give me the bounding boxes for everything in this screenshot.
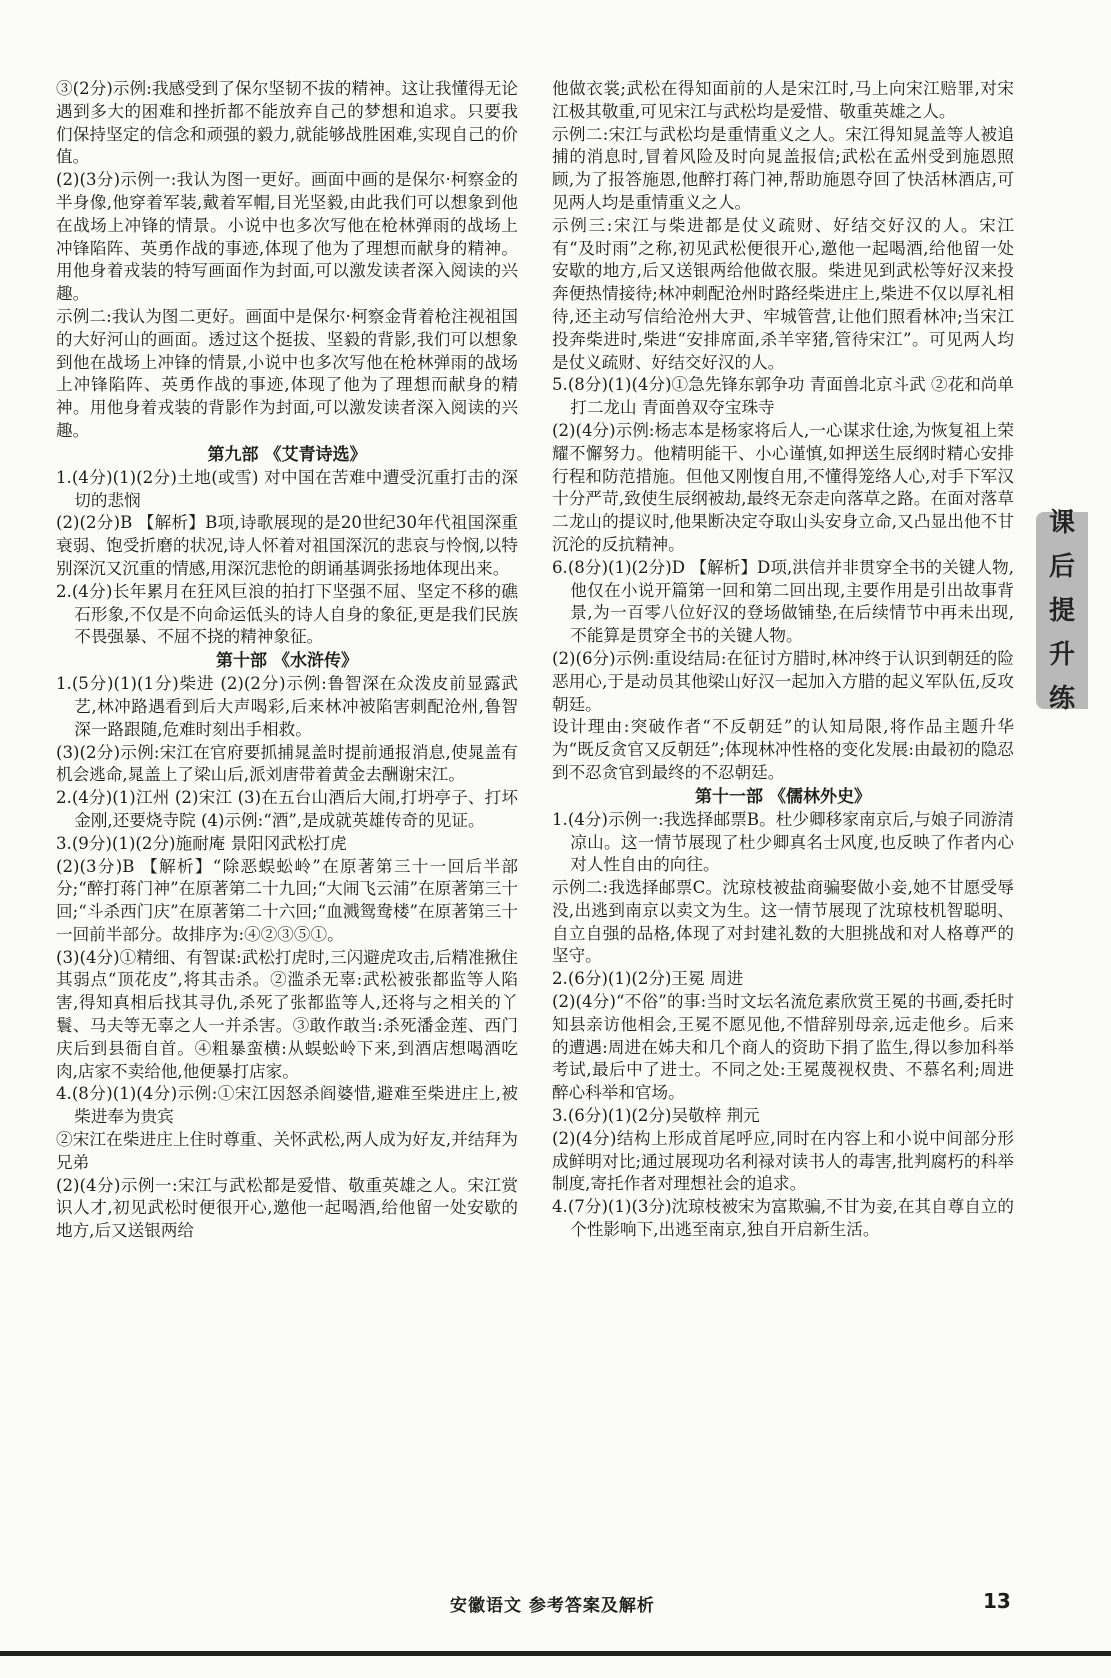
answer-paragraph: 示例二:我认为图二更好。画面中是保尔·柯察金背着枪注视祖国的大好河山的画面。透过这个挺拔、坚毅的背影,我们可以想象到他在战场上冲锋的情景,小说中也多次写他在枪林弹雨的战场上冲锋陷阵、英勇作战的事迹,体现了他为了理想而献身的精神。用他身着戎装的背影作为封面,可以激发读者深入阅读的兴趣。 bbox=[56, 306, 518, 440]
answer-paragraph: (2)(3分)B 【解析】“除恶蜈蚣岭”在原著第三十一回后半部分;“醉打蒋门神”在原著第二十九回;“大闹飞云浦”在原著第三十回;“斗杀西门庆”在原著第二十六回;“血溅鸳鸯楼”在原著第三十一回前半部分。故排序为:④②③⑤①。 bbox=[56, 856, 518, 944]
answer-paragraph: (2)(4分)示例:杨志本是杨家将后人,一心谋求仕途,为恢复祖上荣耀不懈努力。他精明能干、小心谨慎,如押送生辰纲时精心安排行程和防范措施。但他又刚愎自用,不懂得笼络人心,对手下军汉十分严苛,致使生辰纲被劫,最终无奈走向落草之路。在面对落草二龙山的提议时,他果断决定夺取山头安身立命,又凸显出他不甘沉沦的反抗精神。 bbox=[552, 420, 1014, 554]
answer-item: 4.(8分)(1)(4分)示例:①宋江因怒杀阎婆惜,避难至柴进庄上,被柴进奉为贵宾 bbox=[56, 1084, 518, 1127]
answer-item: 1.(5分)(1)(1分)柴进 (2)(2分)示例:鲁智深在众泼皮前显露武艺,林冲路遇看到后大声喝彩,后来林冲被陷害刺配沧州,鲁智深一路跟随,危难时刻出手相救。 bbox=[56, 674, 518, 739]
page-footer bbox=[0, 1589, 1111, 1619]
answer-paragraph: 示例二:我选择邮票C。沈琼枝被盐商骗娶做小妾,她不甘愿受辱没,出逃到南京以卖文为生。这一情节展现了沈琼枝机智聪明、自立自强的品格,体现了对封建礼数的大胆挑战和对人格尊严的坚守。 bbox=[552, 878, 1014, 966]
answer-item: 4.(7分)(1)(3分)沈琼枝被宋为富欺骗,不甘为妾,在其自尊自立的个性影响下,出逃至南京,独自开启新生活。 bbox=[552, 1197, 1014, 1240]
answer-paragraph: (2)(3分)示例一:我认为图一更好。画面中画的是保尔·柯察金的半身像,他穿着军装,戴着军帽,目光坚毅,由此我们可以想象到他在战场上冲锋的情景。小说中也多次写他在枪林弹雨的战场上冲锋陷阵、英勇作战的事迹,体现了他为了理想而献身的精神。用他身着戎装的特写画面作为封面,可以激发读者深入阅读的兴趣。 bbox=[56, 170, 518, 304]
answer-paragraph: 示例二:宋江与武松均是重情重义之人。宋江得知晁盖等人被追捕的消息时,冒着风险及时向晁盖报信;武松在孟州受到施恩照顾,为了报答施恩,他醉打蒋门神,帮助施恩夺回了快活林酒店,可见两人均是重情重义之人。 bbox=[552, 124, 1014, 212]
side-tab-char: 课 bbox=[1048, 507, 1075, 538]
answer-paragraph: ②宋江在柴进庄上住时尊重、关怀武松,两人成为好友,并结拜为兄弟 bbox=[56, 1130, 518, 1172]
answer-item: 2.(6分)(1)(2分)王冕 周进 bbox=[552, 969, 744, 989]
answer-item: 6.(8分)(1)(2分)D 【解析】D项,洪信并非贯穿全书的关键人物,他仅在小说开篇第一回和第二回出现,主要作用是引出故事背景,为一百零八位好汉的登场做铺垫,在后续情节中再未出现,不能算是贯穿全书的关键人物。 bbox=[552, 557, 1014, 646]
section-heading: 第十一部 《儒林外史》 bbox=[695, 786, 871, 807]
answer-item: 3.(9分)(1)(2分)施耐庵 景阳冈武松打虎 bbox=[56, 833, 347, 853]
answer-paragraph: (3)(4分)①精细、有智谋:武松打虎时,三闪避虎攻击,后精准揪住其弱点“顶花皮”,将其击杀。②滥杀无辜:武松被张都监等人陷害,得知真相后找其寻仇,杀死了张都监等人,还将与之相关的丫鬟、马夫等无辜之人一并杀害。③敢作敢当:杀死潘金莲、西门庆后到县衙自首。④粗暴蛮横:从蜈蚣岭下来,到酒店想喝酒吃肉,店家不卖给他,他便暴打店家。 bbox=[56, 947, 518, 1081]
answer-paragraph: (3)(2分)示例:宋江在官府要抓捕晁盖时提前通报消息,使晁盖有机会逃命,晁盖上了梁山后,派刘唐带着黄金去酬谢宋江。 bbox=[56, 742, 518, 785]
side-tab-char: 提 bbox=[1048, 595, 1075, 626]
footer-title: 安徽语文 参考答案及解析 bbox=[450, 1596, 655, 1616]
side-tab-char: 练 bbox=[1048, 683, 1075, 714]
left-column bbox=[56, 78, 518, 1243]
answer-item: 2.(4分)长年累月在狂风巨浪的拍打下坚强不屈、坚定不移的礁石形象,不仅是不向命运低头的诗人自身的象征,更是我们民族不畏强暴、不屈不挠的精神象征。 bbox=[56, 581, 518, 647]
side-tab-char: 升 bbox=[1048, 639, 1075, 670]
answer-paragraph: (2)(4分)示例一:宋江与武松都是爱惜、敬重英雄之人。宋江赏识人才,初见武松时便很开心,邀他一起喝酒,给他留一处安歇的地方,后又送银两给 bbox=[56, 1175, 518, 1241]
answer-item: 2.(4分)(1)江州 (2)宋江 (3)在五台山酒后大闹,打坍亭子、打坏金刚,还要烧寺院 (4)示例:“酒”,是成就英雄传奇的见证。 bbox=[56, 788, 518, 830]
section-heading: 第十部 《水浒传》 bbox=[216, 651, 358, 672]
side-tab-char: 后 bbox=[1048, 551, 1075, 582]
answer-paragraph: (2)(4分)“不俗”的事:当时文坛名流危素欣赏王冕的书画,委托时知县亲访他相会,王冕不愿见他,不惜辞别母亲,远走他乡。后来的遭遇:周进在姊夫和几个商人的资助下捐了监生,得以参加科举考试,最后中了进士。不同之处:王冕蔑视权贵、不慕名利;周进醉心科举和官场。 bbox=[552, 992, 1014, 1103]
answer-paragraph: (2)(2分)B 【解析】B项,诗歌展现的是20世纪30年代祖国深重衰弱、饱受折磨的状况,诗人怀着对祖国深沉的悲哀与怜悯,以特别深沉又沉重的情感,用深沉悲怆的朗诵基调张扬地体现出来。 bbox=[56, 513, 518, 578]
answer-paragraph: (2)(6分)示例:重设结局:在征讨方腊时,林冲终于认识到朝廷的险恶用心,于是动员其他梁山好汉一起加入方腊的起义军队伍,反攻朝廷。 bbox=[552, 648, 1014, 714]
side-tab bbox=[1036, 507, 1088, 714]
answer-paragraph: 示例三:宋江与柴进都是仗义疏财、好结交好汉的人。宋江有“及时雨”之称,初见武松便很开心,邀他一起喝酒,给他留一处安歇的地方,后又送银两给他做衣服。柴进见到武松等好汉来投奔便热情接待;林冲刺配沧州时路经柴进庄上,柴进不仅以厚礼相待,还主动写信给沧州大尹、牢城管营,让他们照看林冲;当宋江投奔柴进时,柴进“安排席面,杀羊宰猪,管待宋江”。可见两人均是仗义疏财、好结交好汉的人。 bbox=[552, 215, 1014, 372]
answer-item: 1.(4分)示例一:我选择邮票B。杜少卿移家南京后,与娘子同游清凉山。这一情节展现了杜少卿真名士风度,也反映了作者内心对人性自由的向往。 bbox=[552, 809, 1014, 875]
answer-paragraph: 他做衣裳;武松在得知面前的人是宋江时,马上向宋江赔罪,对宋江极其敬重,可见宋江与武松均是爱惜、敬重英雄之人。 bbox=[552, 79, 1014, 121]
answer-item: 3.(6分)(1)(2分)吴敬梓 荆元 bbox=[552, 1106, 760, 1126]
page-number: 13 bbox=[983, 1589, 1011, 1613]
answer-item: 1.(4分)(1)(2分)土地(或雪) 对中国在苦难中遭受沉重打击的深切的悲悯 bbox=[56, 467, 518, 510]
answer-paragraph: 设计理由:突破作者“不反朝廷”的认知局限,将作品主题升华为“既反贪官又反朝廷”;体现林冲性格的变化发展:由最初的隐忍到不忍贪官到最终的不忍朝廷。 bbox=[552, 717, 1014, 782]
section-heading: 第九部 《艾青诗选》 bbox=[207, 444, 367, 465]
answer-paragraph: ③(2分)示例:我感受到了保尔坚韧不拔的精神。这让我懂得无论遇到多大的困难和挫折都不能放弃自己的梦想和追求。只要我们保持坚定的信念和顽强的毅力,就能够战胜困难,实现自己的价值。 bbox=[56, 79, 518, 167]
answer-item: 5.(8分)(1)(4分)①急先锋东郭争功 青面兽北京斗武 ②花和尚单打二龙山 青面兽双夺宝珠寺 bbox=[552, 375, 1014, 418]
answer-paragraph: (2)(4分)结构上形成首尾呼应,同时在内容上和小说中间部分形成鲜明对比;通过展现功名利禄对读书人的毒害,批判腐朽的科举制度,寄托作者对理想社会的追求。 bbox=[552, 1128, 1014, 1194]
right-column bbox=[552, 78, 1014, 1242]
bottom-rule bbox=[0, 1651, 1111, 1656]
